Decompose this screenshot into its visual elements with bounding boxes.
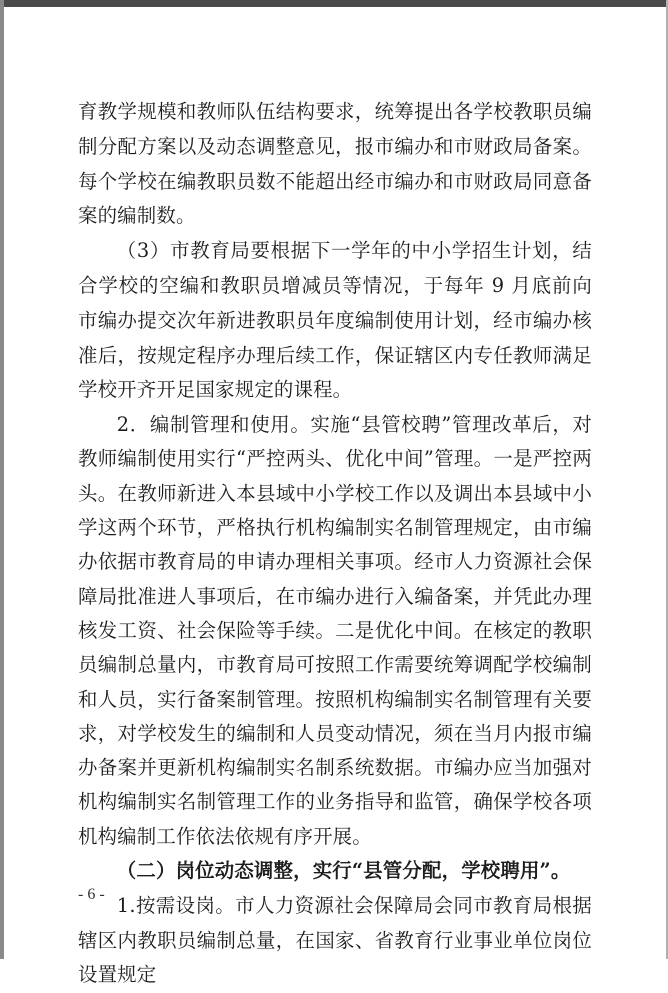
document-body	[78, 95, 592, 993]
page-number: - 6 -	[78, 886, 105, 903]
paragraph-continuation: 育教学规模和教师队伍结构要求，统筹提出各学校教职员编制分配方案以及动态调整意见，报市编办和市财政局备案。每个学校在编教职员数不能超出经市编办和市财政局同意备案的编制数。	[78, 100, 592, 228]
scan-top-border	[0, 0, 668, 7]
section-heading: （二）岗位动态调整，实行“县管分配，学校聘用”。	[116, 859, 571, 883]
paragraph-post-setting: 1.按需设岗。市人力资源社会保障局会同市教育局根据辖区内教职员编制总量，在国家、省教育行业事业单位岗位设置规定	[78, 893, 592, 987]
paragraph-staffing-management: 2．编制管理和使用。实施“县管校聘”管理改革后，对教师编制使用实行“严控两头、优化中间”管理。一是严控两头。在教师新进入本县域中小学校工作以及调出本县域中小学这两个环节，严格执行机构编制实名制管理规定，由市编办依据市教育局的申请办理相关事项。经市人力资源社会保障局批准进人事项后，在市编办进行入编备案，并凭此办理核发工资、社会保险等手续。二是优化中间。在核定的教职员编制总量内，市教育局可按照工作需要统筹调配学校编制和人员，实行备案制管理。按照机构编制实名制管理有关要求，对学校发生的编制和人员变动情况，须在当月内报市编办备案并更新机构编制实名制系统数据。市编办应当加强对机构编制实名制管理工作的业务指导和监管，确保学校各项机构编制工作依法依规有序开展。	[78, 413, 592, 848]
paragraph-item-3: （3）市教育局要根据下一学年的中小学招生计划，结合学校的空编和教职员增减员等情况，于每年 9 月底前向市编办提交次年新进教职员年度编制使用计划，经市编办核准后，按规定程序办理后续工作，保证辖区内专任教师满足学校开齐开足国家规定的课程。	[78, 239, 592, 402]
scan-left-border	[0, 0, 4, 959]
